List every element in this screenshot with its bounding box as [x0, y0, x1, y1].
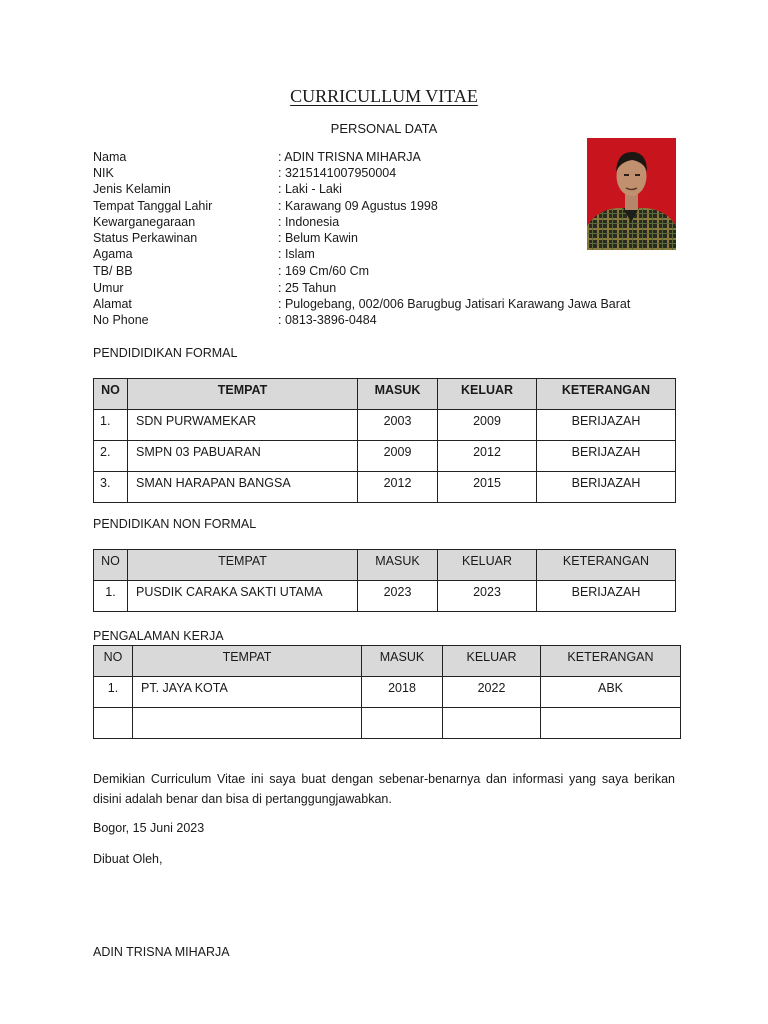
label-no-phone: No Phone: [93, 313, 149, 327]
cell-no: [94, 708, 133, 739]
cell-keterangan: BERIJAZAH: [537, 441, 676, 472]
label-jenis-kelamin: Jenis Kelamin: [93, 182, 171, 196]
column-header-keterangan: KETERANGAN: [541, 646, 681, 677]
value-alamat: : Pulogebang, 002/006 Barugbug Jatisari Karawang Jawa Barat: [278, 297, 631, 311]
cell-keterangan: BERIJAZAH: [537, 581, 676, 612]
value-no-phone: : 0813-3896-0484: [278, 313, 377, 327]
cell-keluar: [443, 708, 541, 739]
cell-no: 1.: [94, 410, 128, 441]
table-row: [94, 581, 676, 612]
value-jenis-kelamin: : Laki - Laki: [278, 182, 342, 196]
document-title: CURRICULLUM VITAE: [290, 86, 478, 106]
nonformal-education-heading: PENDIDIKAN NON FORMAL: [93, 517, 257, 531]
label-nama: Nama: [93, 150, 127, 164]
cell-tempat: PUSDIK CARAKA SAKTI UTAMA: [128, 581, 358, 612]
cell-keterangan: ABK: [541, 677, 681, 708]
profile-photo: [587, 138, 676, 250]
value-nama: : ADIN TRISNA MIHARJA: [278, 150, 421, 164]
cell-no: 3.: [94, 472, 128, 503]
work-experience-table: [93, 645, 681, 739]
cell-no: 1.: [94, 581, 128, 612]
value-kewarganegaraan: : Indonesia: [278, 215, 340, 229]
value-tempat-tanggal-lahir: : Karawang 09 Agustus 1998: [278, 199, 438, 213]
cell-masuk: 2003: [358, 410, 438, 441]
value-status-perkawinan: : Belum Kawin: [278, 231, 358, 245]
value-umur: : 25 Tahun: [278, 281, 337, 295]
column-header-no: NO: [94, 550, 128, 581]
column-header-keterangan: KETERANGAN: [537, 550, 676, 581]
cell-masuk: 2018: [362, 677, 443, 708]
cell-keluar: 2022: [443, 677, 541, 708]
cell-tempat: PT. JAYA KOTA: [133, 677, 362, 708]
table-row: [94, 441, 676, 472]
table-row: [94, 472, 676, 503]
cell-keluar: 2015: [438, 472, 537, 503]
cell-tempat: SMAN HARAPAN BANGSA: [128, 472, 358, 503]
label-tempat-tanggal-lahir: Tempat Tanggal Lahir: [93, 199, 213, 213]
profile-photo-icon: [587, 138, 676, 250]
table-row: [94, 410, 676, 441]
cell-tempat: [133, 708, 362, 739]
column-header-masuk: MASUK: [362, 646, 443, 677]
cell-keterangan: BERIJAZAH: [537, 410, 676, 441]
cell-keterangan: [541, 708, 681, 739]
work-experience-heading: PENGALAMAN KERJA: [93, 629, 224, 643]
cell-masuk: 2009: [358, 441, 438, 472]
value-agama: : Islam: [278, 247, 315, 261]
made-by-label: Dibuat Oleh,: [93, 852, 163, 866]
cell-masuk: [362, 708, 443, 739]
cell-keluar: 2012: [438, 441, 537, 472]
label-nik: NIK: [93, 166, 114, 180]
value-nik: : 3215141007950004: [278, 166, 397, 180]
value-tb-bb: : 169 Cm/60 Cm: [278, 264, 370, 278]
column-header-tempat: TEMPAT: [128, 550, 358, 581]
column-header-no: NO: [94, 646, 133, 677]
column-header-keterangan: KETERANGAN: [537, 379, 676, 410]
column-header-keluar: KELUAR: [438, 379, 537, 410]
column-header-masuk: MASUK: [358, 550, 438, 581]
label-umur: Umur: [93, 281, 124, 295]
label-status-perkawinan: Status Perkawinan: [93, 231, 198, 245]
label-alamat: Alamat: [93, 297, 132, 311]
column-header-keluar: KELUAR: [443, 646, 541, 677]
personal-data-heading: PERSONAL DATA: [330, 121, 438, 136]
cell-keluar: 2023: [438, 581, 537, 612]
label-agama: Agama: [93, 247, 133, 261]
cell-masuk: 2023: [358, 581, 438, 612]
cell-keluar: 2009: [438, 410, 537, 441]
formal-education-heading: PENDIDIDIKAN FORMAL: [93, 346, 238, 360]
closing-statement: Demikian Curriculum Vitae ini saya buat dengan sebenar-benarnya dan informasi yang saya berikan disini adalah benar dan bisa di pertanggungjawabkan.: [93, 772, 675, 806]
cell-masuk: 2012: [358, 472, 438, 503]
column-header-no: NO: [94, 379, 128, 410]
column-header-keluar: KELUAR: [438, 550, 537, 581]
nonformal-education-table: [93, 549, 676, 612]
cell-tempat: SDN PURWAMEKAR: [128, 410, 358, 441]
label-kewarganegaraan: Kewarganegaraan: [93, 215, 196, 229]
cell-no: 2.: [94, 441, 128, 472]
table-row-empty: [94, 708, 681, 739]
place-date: Bogor, 15 Juni 2023: [93, 821, 205, 835]
column-header-masuk: MASUK: [358, 379, 438, 410]
cell-no: 1.: [94, 677, 133, 708]
cell-tempat: SMPN 03 PABUARAN: [128, 441, 358, 472]
label-tb-bb: TB/ BB: [93, 264, 133, 278]
table-row: [94, 677, 681, 708]
column-header-tempat: TEMPAT: [128, 379, 358, 410]
column-header-tempat: TEMPAT: [133, 646, 362, 677]
cell-keterangan: BERIJAZAH: [537, 472, 676, 503]
signer-name: ADIN TRISNA MIHARJA: [93, 945, 230, 959]
formal-education-table: [93, 378, 676, 503]
